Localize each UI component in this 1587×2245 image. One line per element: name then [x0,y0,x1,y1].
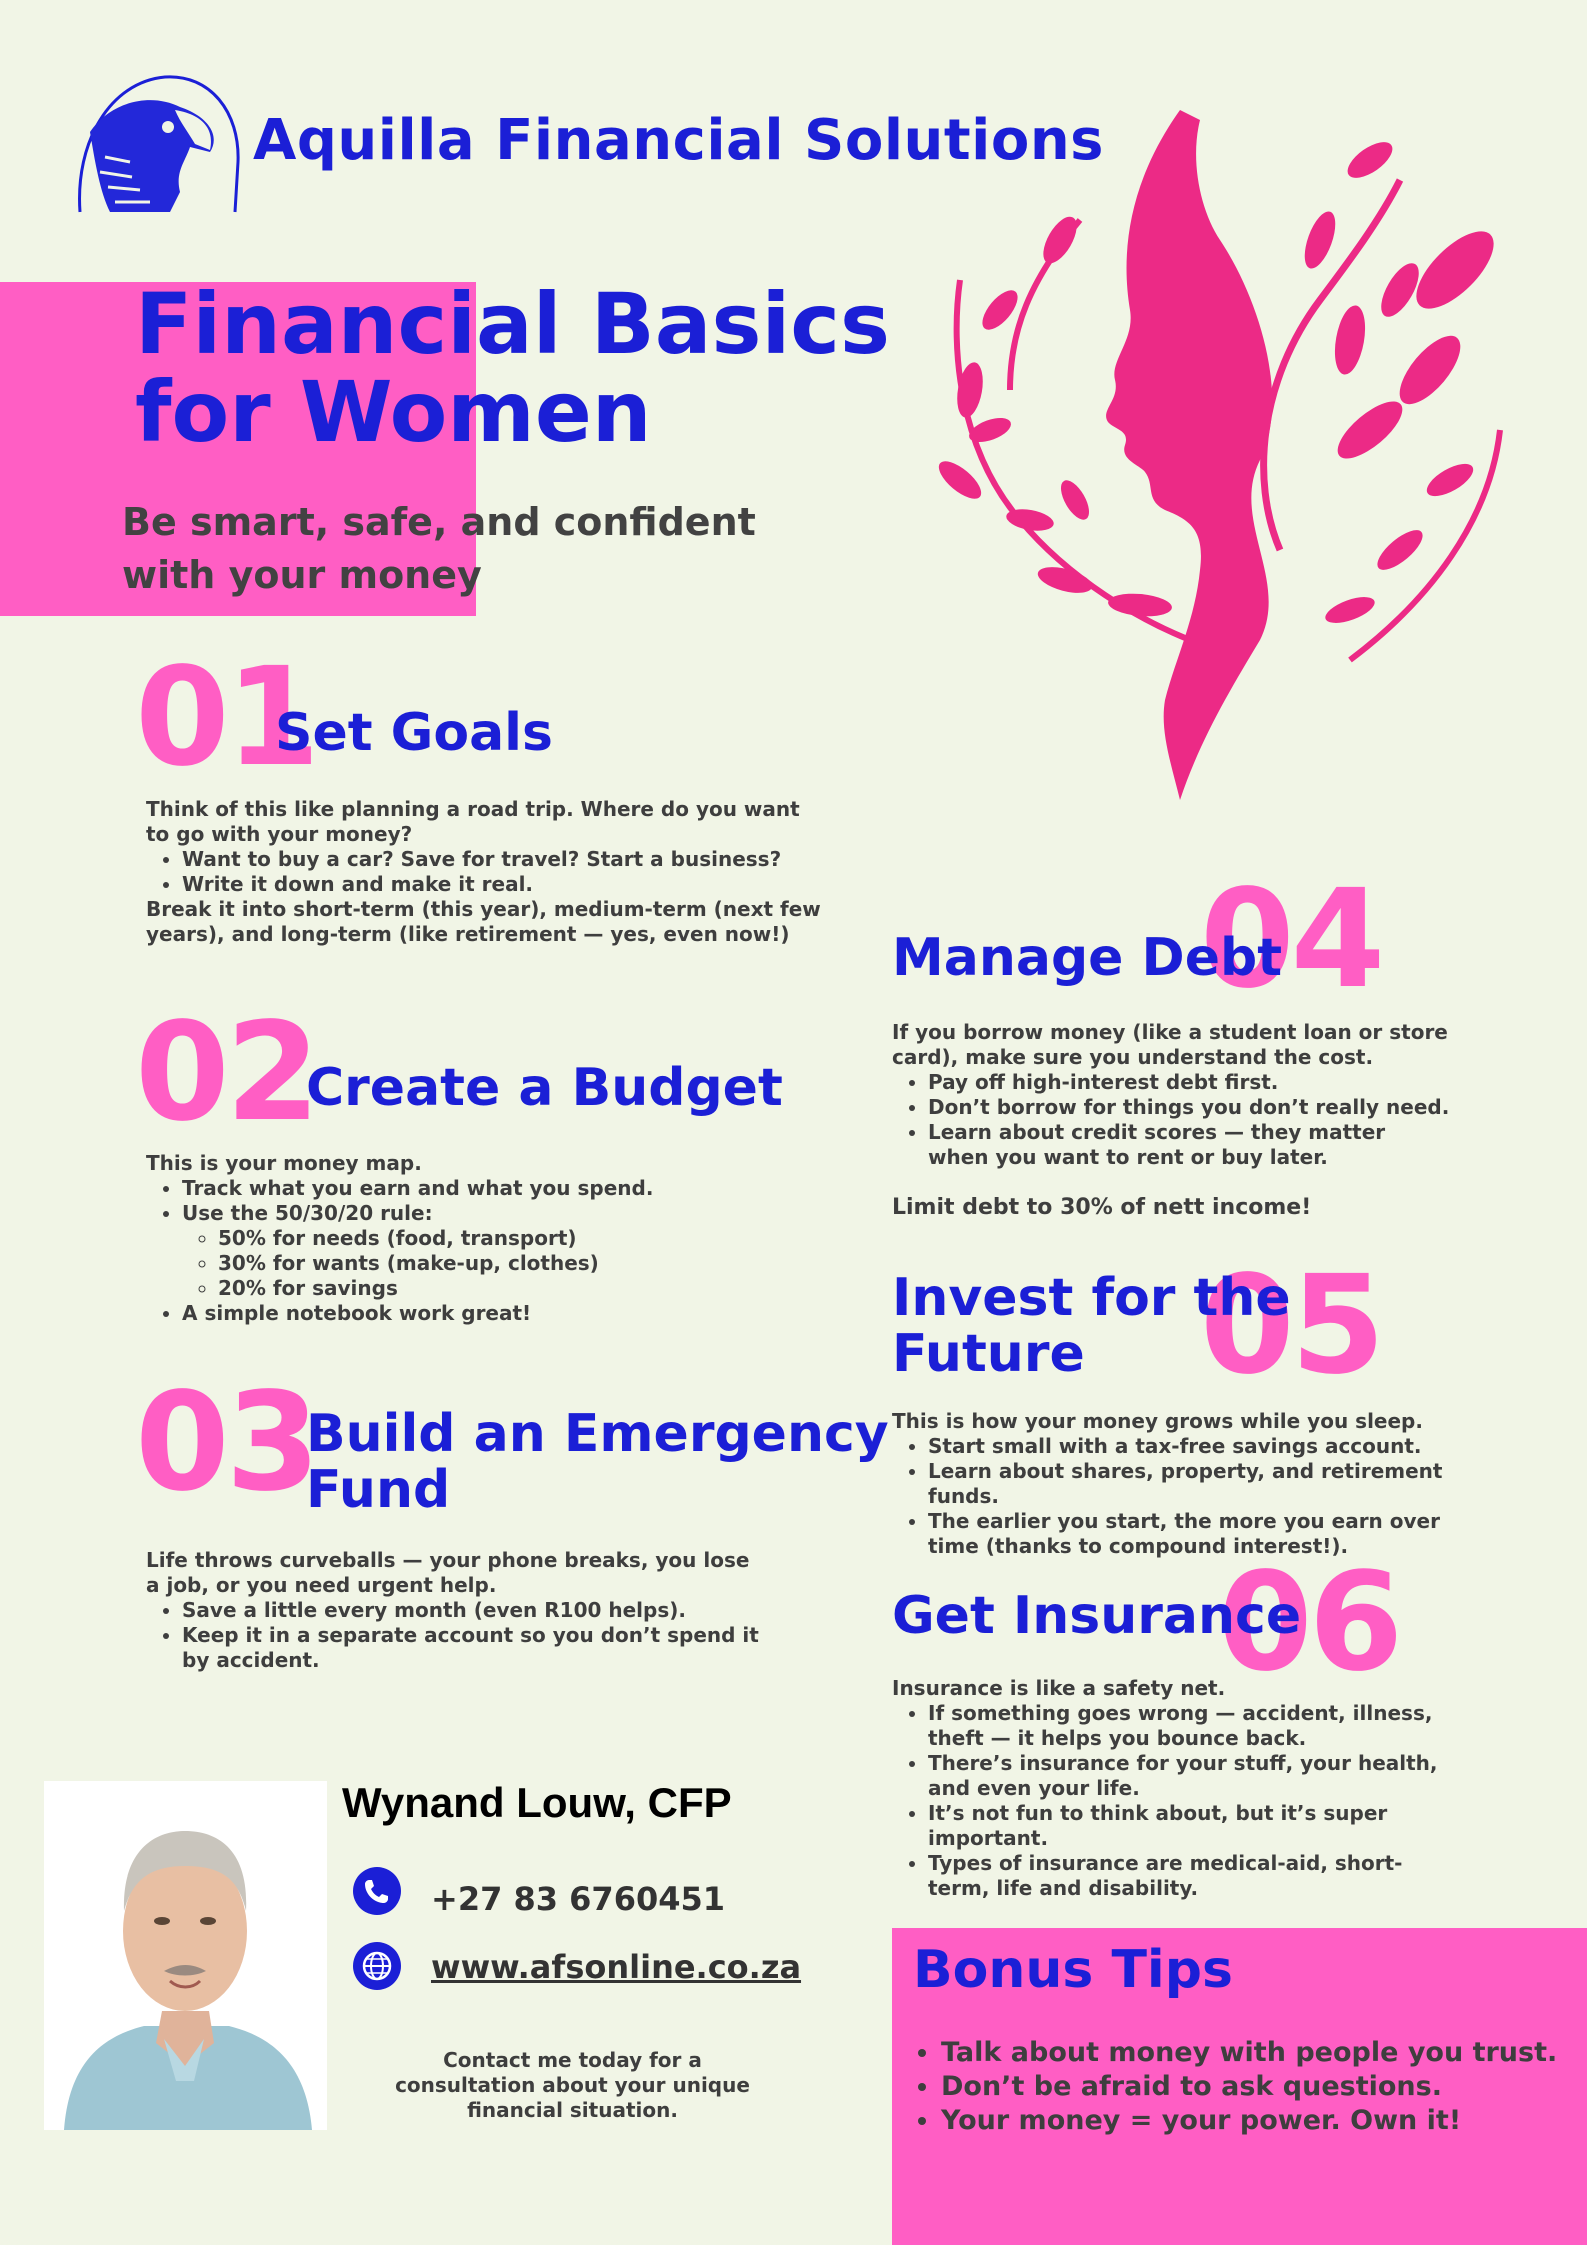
list-item [182,1201,826,1301]
brand-title: Aquilla Financial Solutions [253,108,1105,173]
section-05-title-line-2: Future [892,1324,1085,1384]
list-item: • Learn about credit scores — they matter when you want to rent or buy later. [928,1120,1452,1170]
section-05-body [892,1409,1452,1559]
list-item: • Pay off high-interest debt first. [928,1070,1452,1095]
section-03-title [306,1406,889,1518]
section-01-outro: Break it into short-term (this year), medium-term (next few years), and long-term (like retirement — yes, even now!) [146,897,821,946]
list-item: • Save a little every month (even R100 helps). [182,1598,766,1623]
contact-cta: Contact me today for a consultation about your unique financial situation. [395,2048,750,2122]
sub-list-item: ◦ 20% for savings [218,1276,826,1301]
section-01-body [146,797,826,947]
section-04-title: Manage Debt [892,928,1283,988]
list-item: • Track what you earn and what you spend. [182,1176,826,1201]
list-item: • The earlier you start, the more you earn over time (thanks to compound interest!). [928,1509,1452,1559]
list-item: • Want to buy a car? Save for travel? Start a business? [182,847,826,872]
section-02-title: Create a Budget [306,1058,783,1118]
section-01-number: 01 [135,639,317,797]
section-04-intro: If you borrow money (like a student loan or store card), make sure you understand the cost. [892,1020,1448,1069]
section-02-number: 02 [135,994,317,1152]
sub-list-item: ◦ 30% for wants (make-up, clothes) [218,1251,826,1276]
section-03-body [146,1548,766,1673]
section-05-title [892,1270,1291,1382]
list-item: • Your money = your power. Own it! [941,2104,1557,2138]
section-03-title-line-2: Fund [306,1460,451,1520]
section-05-intro: This is how your money grows while you sleep. [892,1409,1423,1433]
list-item-label: Use the 50/30/20 rule: [182,1201,433,1225]
bonus-tips-list [905,2036,1557,2138]
website-link[interactable]: www.afsonline.co.za [431,1948,802,1986]
section-02-body [146,1151,826,1326]
subtitle-line-1: Be smart, safe, and confident [122,500,756,544]
phone-number[interactable]: +27 83 6760451 [431,1880,726,1918]
list-item: • Write it down and make it real. [182,872,826,897]
section-05-title-line-1: Invest for the [892,1268,1291,1328]
section-01-intro: Think of this like planning a road trip. Where do you want to go with your money? [146,797,800,846]
section-02-intro: This is your money map. [146,1151,422,1175]
section-03-number: 03 [135,1364,317,1522]
woman-profile-leaves-icon [930,100,1510,810]
page-title [135,275,891,461]
list-item: • Keep it in a separate account so you don’t spend it by accident. [182,1623,766,1673]
phone-icon [353,1867,401,1915]
advisor-name: Wynand Louw, CFP [342,1779,732,1826]
section-06-number: 06 [1218,1544,1400,1702]
list-item: • Don’t be afraid to ask questions. [941,2070,1557,2104]
list-item: • Don’t borrow for things you don’t really need. [928,1095,1452,1120]
page-title-line-1: Financial Basics [135,275,891,373]
section-03-title-line-1: Build an Emergency [306,1404,889,1464]
list-item: • Types of insurance are medical-aid, short-term, life and disability. [928,1851,1452,1901]
section-03-intro: Life throws curveballs — your phone breaks, you lose a job, or you need urgent help. [146,1548,750,1597]
section-06-body [892,1676,1452,1901]
section-06-intro: Insurance is like a safety net. [892,1676,1226,1700]
subtitle-line-2: with your money [122,553,482,597]
section-04-number: 04 [1200,861,1382,1019]
page-subtitle [122,496,756,602]
section-05-number: 05 [1200,1247,1382,1405]
sub-list-item: ◦ 50% for needs (food, transport) [218,1226,826,1251]
bonus-tips-title: Bonus Tips [913,1940,1233,2000]
list-item: • Start small with a tax-free savings account. [928,1434,1452,1459]
globe-icon [353,1942,401,1990]
section-04-body [892,1020,1452,1220]
section-04-note: Limit debt to 30% of nett income! [892,1195,1312,1220]
list-item: • Talk about money with people you trust. [941,2036,1557,2070]
list-item: • A simple notebook work great! [182,1301,826,1326]
eagle-icon [70,62,245,220]
section-01-title: Set Goals [275,703,553,763]
list-item: • If something goes wrong — accident, illness, theft — it helps you bounce back. [928,1701,1452,1751]
advisor-portrait [44,1781,327,2130]
page-title-line-2: for Women [135,363,652,461]
section-06-title: Get Insurance [892,1586,1302,1646]
list-item: • There’s insurance for your stuff, your health, and even your life. [928,1751,1452,1801]
list-item: • Learn about shares, property, and retirement funds. [928,1459,1452,1509]
list-item: • It’s not fun to think about, but it’s super important. [928,1801,1452,1851]
